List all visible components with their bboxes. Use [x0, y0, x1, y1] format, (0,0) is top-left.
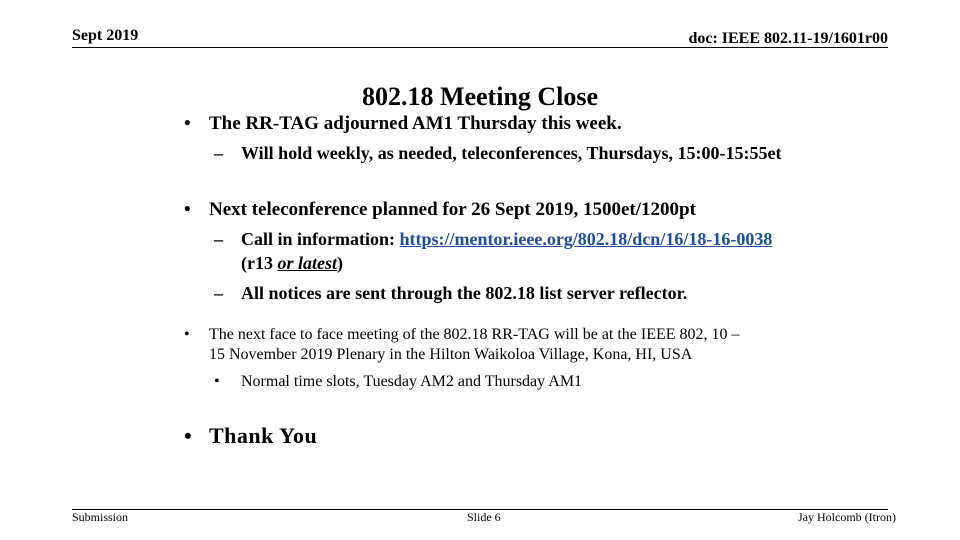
thank-you-text: Thank You	[209, 423, 318, 448]
call-in-label: Call in information:	[241, 229, 400, 249]
header-date: Sept 2019	[72, 27, 139, 44]
call-in-link[interactable]: https://mentor.ieee.org/802.18/dcn/16/18-16-0038	[399, 229, 773, 249]
footer-submission: Submission	[72, 510, 129, 524]
bullet-marker: •	[184, 326, 190, 343]
bullet-marker: •	[184, 113, 191, 134]
call-in-revision: (r13 or latest)	[241, 253, 343, 273]
bullet-3-sub: Normal time slots, Tuesday AM2 and Thursday AM1	[241, 373, 583, 390]
bullet-marker: •	[184, 199, 191, 220]
bullet-marker: •	[184, 423, 192, 448]
sub-bullet-marker: –	[214, 143, 223, 163]
footer-slide-number: Slide 6	[467, 510, 501, 524]
slide-title: 802.18 Meeting Close	[361, 82, 599, 111]
sub-bullet-marker: •	[214, 373, 220, 390]
bullet-3-line-1: The next face to face meeting of the 802.18 RR-TAG will be at the IEEE 802, 10 –	[209, 326, 740, 343]
sub-bullet-marker: –	[214, 229, 223, 249]
call-in-line	[241, 229, 772, 250]
bullet-1-sub-1: Will hold weekly, as needed, teleconferences, Thursdays, 15:00-15:55et	[241, 143, 782, 163]
footer-author: Jay Holcomb (Itron)	[798, 510, 896, 524]
header-divider	[72, 47, 888, 48]
sub-bullet-marker: –	[214, 283, 223, 303]
or-latest-emphasis: or latest	[277, 253, 337, 273]
bullet-2-text: Next teleconference planned for 26 Sept 2019, 1500et/1200pt	[209, 199, 696, 220]
bullet-1-text: The RR-TAG adjourned AM1 Thursday this week.	[209, 113, 622, 134]
notice-line: All notices are sent through the 802.18 list server reflector.	[241, 283, 688, 303]
bullet-3-line-2: 15 November 2019 Plenary in the Hilton Waikoloa Village, Kona, HI, USA	[209, 346, 693, 363]
header-doc-id: doc: IEEE 802.11-19/1601r00	[688, 30, 888, 47]
